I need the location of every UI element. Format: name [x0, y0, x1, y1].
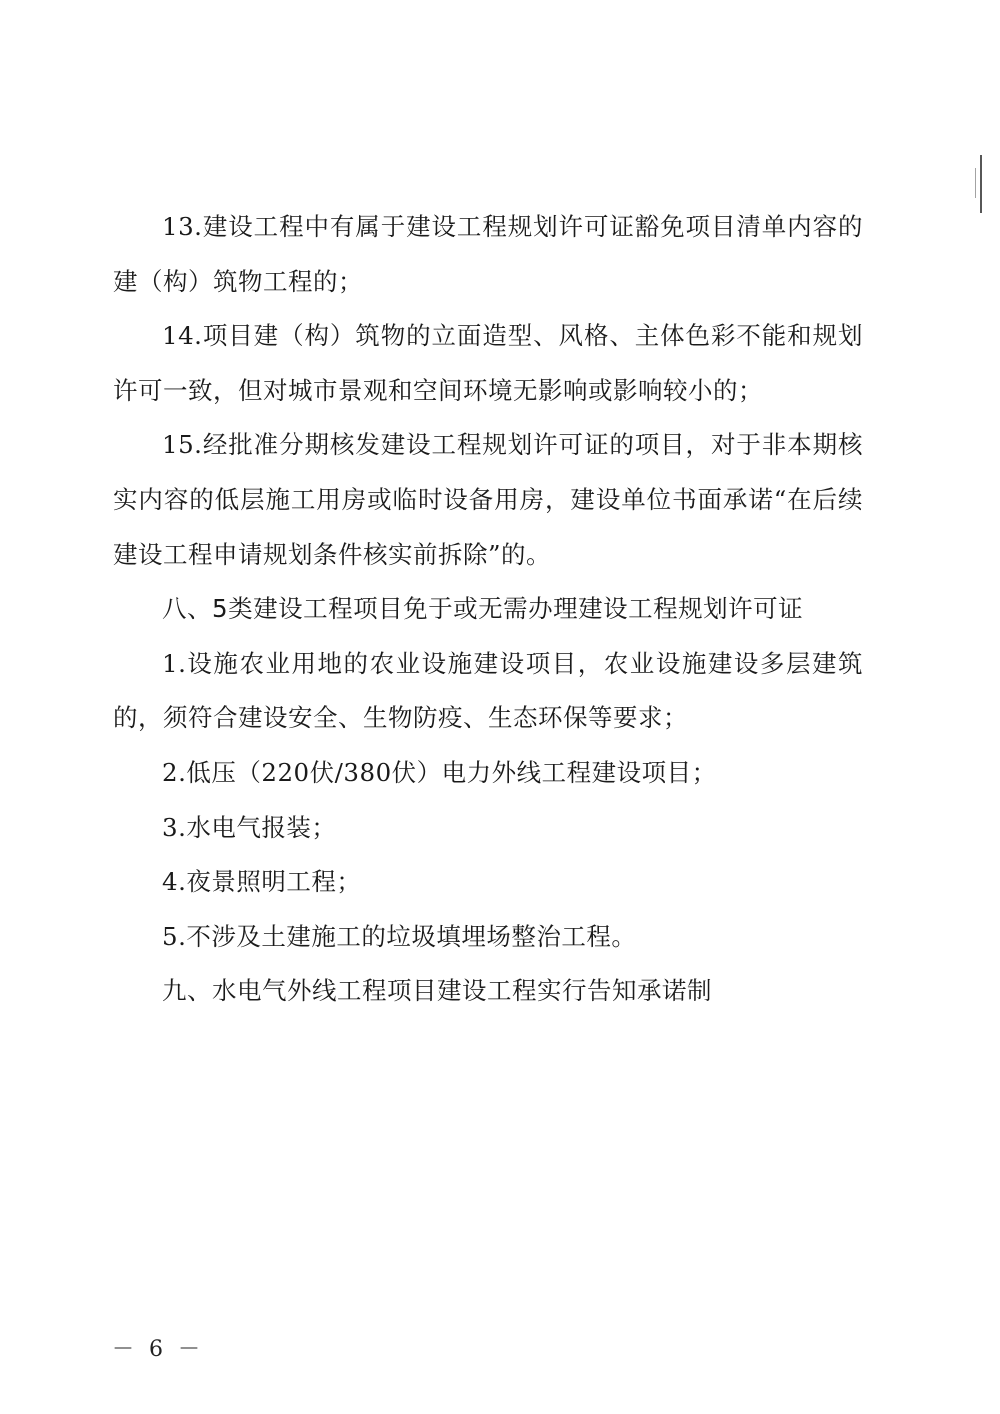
- document-body: [113, 200, 863, 1019]
- paragraph-item-14: 14.项目建（构）筑物的立面造型、风格、主体色彩不能和规划许可一致，但对城市景观和空间环境无影响或影响较小的；: [113, 321, 863, 405]
- paragraph-item-15: 15.经批准分期核发建设工程规划许可证的项目，对于非本期核实内容的低层施工用房或临时设备用房，建设单位书面承诺“在后续建设工程申请规划条件核实前拆除”的。: [113, 430, 863, 569]
- paragraph-item-1: 1.设施农业用地的农业设施建设项目，农业设施建设多层建筑的，须符合建设安全、生物防疫、生态环保等要求；: [113, 648, 863, 733]
- scan-edge-mark-secondary: [975, 168, 976, 198]
- paragraph-item-2: 2.低压（220伏/380伏）电力外线工程建设项目；: [162, 757, 717, 787]
- paragraph-item-4: 4.夜景照明工程；: [162, 867, 362, 897]
- section-heading-9: 九、水电气外线工程项目建设工程实行告知承诺制: [162, 976, 712, 1006]
- section-heading-8: 八、5类建设工程项目免于或无需办理建设工程规划许可证: [162, 594, 804, 624]
- paragraph-item-5: 5.不涉及土建施工的垃圾填埋场整治工程。: [162, 921, 637, 951]
- scan-edge-mark: [980, 155, 982, 213]
- paragraph-item-3: 3.水电气报装；: [162, 812, 337, 842]
- paragraph-item-13: 13.建设工程中有属于建设工程规划许可证豁免项目清单内容的建（构）筑物工程的；: [113, 212, 863, 296]
- page-number: － 6 －: [112, 1337, 204, 1362]
